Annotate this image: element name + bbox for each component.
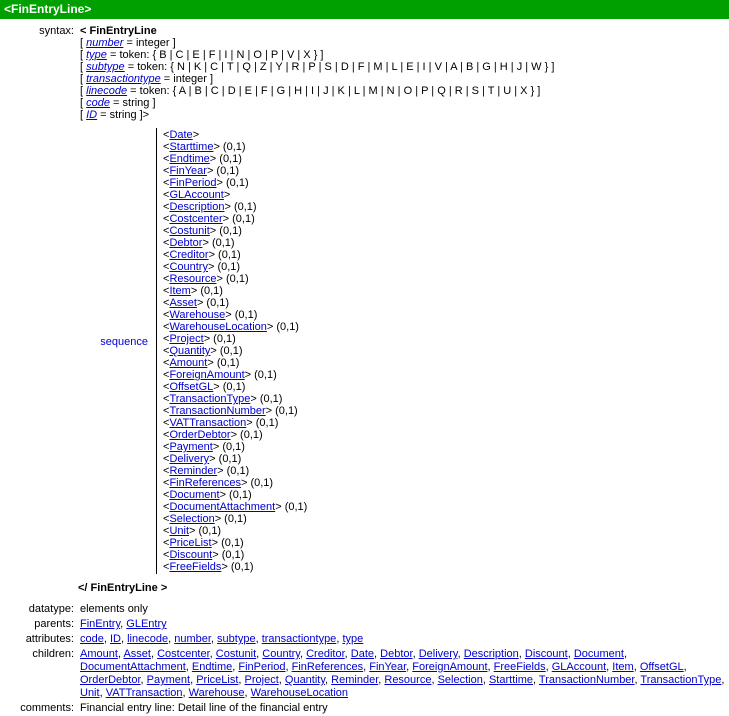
element-link-discount[interactable]: Discount	[169, 549, 213, 561]
child-link-warehouse[interactable]: Warehouse	[188, 687, 245, 699]
element-link-vattransaction[interactable]: VATTransaction	[169, 417, 247, 429]
separator: ,	[238, 674, 245, 686]
parent-link-glentry[interactable]: GLEntry	[126, 618, 167, 630]
page-title: <FinEntryLine>	[0, 0, 729, 19]
sequence-item: <Payment> (0,1)	[163, 441, 245, 453]
comments-label: comments:	[20, 702, 74, 714]
separator: ,	[431, 674, 438, 686]
separator: ,	[278, 674, 285, 686]
sequence-label: sequence	[100, 336, 148, 348]
child-link-transactionnumber[interactable]: TransactionNumber	[538, 674, 635, 686]
element-link-reminder[interactable]: Reminder	[169, 465, 218, 477]
sequence-item: <Unit> (0,1)	[163, 525, 222, 537]
separator: ,	[378, 674, 385, 686]
sequence-item: <OffsetGL> (0,1)	[163, 381, 246, 393]
attribute-link-transactiontype[interactable]: transactiontype	[86, 73, 161, 85]
child-link-glaccount[interactable]: GLAccount	[551, 661, 607, 673]
separator: ,	[721, 674, 725, 686]
element-link-date[interactable]: Date	[169, 129, 193, 141]
element-link-warehouse[interactable]: Warehouse	[169, 309, 226, 321]
attributes-row	[0, 632, 729, 647]
separator: ,	[532, 674, 539, 686]
separator: ,	[209, 648, 216, 660]
sequence-item: <ForeignAmount> (0,1)	[163, 369, 277, 381]
element-link-orderdebtor[interactable]: OrderDebtor	[169, 429, 231, 441]
separator: ,	[185, 661, 192, 673]
separator: ,	[140, 674, 147, 686]
comments-value: Financial entry line: Detail line of the financial entry	[80, 702, 328, 714]
syntax-label: syntax:	[39, 25, 74, 37]
child-link-item[interactable]: Item	[612, 661, 634, 673]
sequence-item: <VATTransaction> (0,1)	[163, 417, 279, 429]
element-link-unit[interactable]: Unit	[169, 525, 189, 537]
separator: ,	[150, 648, 158, 660]
attribute-link-id[interactable]: ID	[109, 633, 121, 645]
attributes-value	[80, 633, 729, 646]
child-link-quantity[interactable]: Quantity	[284, 674, 326, 686]
element-link-description[interactable]: Description	[169, 201, 225, 213]
element-link-debtor[interactable]: Debtor	[169, 237, 203, 249]
separator: ,	[363, 661, 370, 673]
sequence-item: <PriceList> (0,1)	[163, 537, 244, 549]
separator: ,	[336, 633, 343, 645]
element-link-project[interactable]: Project	[169, 333, 204, 345]
sequence-item: <Delivery> (0,1)	[163, 453, 242, 465]
separator: ,	[545, 661, 552, 673]
separator: ,	[634, 674, 641, 686]
child-link-freefields[interactable]: FreeFields	[493, 661, 546, 673]
syntax-attribute-line: [ code = string ]	[80, 97, 156, 109]
attribute-link-code[interactable]: code	[80, 633, 104, 645]
child-link-discount[interactable]: Discount	[524, 648, 568, 660]
child-link-finreferences[interactable]: FinReferences	[291, 661, 364, 673]
sequence-item: <Country> (0,1)	[163, 261, 241, 273]
child-link-documentattachment[interactable]: DocumentAttachment	[80, 661, 186, 673]
element-link-pricelist[interactable]: PriceList	[169, 537, 212, 549]
element-link-endtime[interactable]: Endtime	[169, 153, 210, 165]
separator: ,	[606, 661, 613, 673]
syntax-attribute-line: [ ID = string ]>	[80, 109, 150, 121]
datatype-value: elements only	[80, 603, 148, 615]
separator: ,	[623, 648, 628, 660]
sequence-item: <Warehouse> (0,1)	[163, 309, 258, 321]
syntax-attribute-line: [ linecode = token: { A | B | C | D | E | F | G | H | I | J | K | L | M | N | O | P | Q | R | S | T | U | X } ]	[80, 85, 541, 97]
sequence-label-col	[0, 128, 156, 574]
element-link-selection[interactable]: Selection	[169, 513, 215, 525]
sequence-item: <FreeFields> (0,1)	[163, 561, 254, 573]
attribute-link-subtype[interactable]: subtype	[86, 61, 125, 73]
sequence-item: <Quantity> (0,1)	[163, 345, 243, 357]
child-link-costunit[interactable]: Costunit	[215, 648, 257, 660]
attribute-link-type[interactable]: type	[342, 633, 364, 645]
child-link-document[interactable]: Document	[573, 648, 624, 660]
sequence-block	[0, 128, 729, 574]
separator: ,	[406, 661, 413, 673]
child-link-delivery[interactable]: Delivery	[418, 648, 458, 660]
sequence-item: <FinPeriod> (0,1)	[163, 177, 249, 189]
element-link-payment[interactable]: Payment	[169, 441, 213, 453]
separator: ,	[255, 633, 262, 645]
separator: ,	[168, 633, 175, 645]
child-link-finperiod[interactable]: FinPeriod	[238, 661, 286, 673]
sequence-item: <Date>	[163, 129, 200, 141]
attribute-link-linecode[interactable]: linecode	[127, 633, 169, 645]
sequence-item: <WarehouseLocation> (0,1)	[163, 321, 299, 333]
element-link-freefields[interactable]: FreeFields	[169, 561, 222, 573]
element-link-warehouselocation[interactable]: WarehouseLocation	[169, 321, 267, 333]
separator: ,	[99, 687, 106, 699]
attribute-link-number[interactable]: number	[86, 37, 124, 49]
element-link-finreferences[interactable]: FinReferences	[169, 477, 241, 489]
parent-link-finentry[interactable]: FinEntry	[80, 618, 121, 630]
syntax-attribute-line: [ transactiontype = integer ]	[80, 73, 214, 85]
children-value	[80, 648, 729, 700]
child-link-resource[interactable]: Resource	[384, 674, 432, 686]
sequence-item: <Starttime> (0,1)	[163, 141, 246, 153]
separator: ,	[285, 661, 292, 673]
datatype-row	[0, 602, 729, 617]
children-row	[0, 647, 729, 701]
syntax-attribute-line: [ number = integer ]	[80, 37, 176, 49]
child-link-transactiontype[interactable]: TransactionType	[640, 674, 722, 686]
element-link-asset[interactable]: Asset	[169, 297, 197, 309]
element-link-foreignamount[interactable]: ForeignAmount	[169, 369, 245, 381]
child-link-payment[interactable]: Payment	[146, 674, 191, 686]
child-link-country[interactable]: Country	[262, 648, 300, 660]
sequence-item: <Asset> (0,1)	[163, 297, 230, 309]
syntax-close-tag: </ FinEntryLine >	[78, 582, 168, 594]
syntax-attribute-lines	[80, 37, 729, 121]
separator: ,	[482, 674, 489, 686]
separator: ,	[344, 648, 351, 660]
element-link-creditor[interactable]: Creditor	[169, 249, 209, 261]
sequence-item: <Debtor> (0,1)	[163, 237, 235, 249]
separator: ,	[120, 618, 127, 630]
sequence-item: <Project> (0,1)	[163, 333, 236, 345]
element-link-delivery[interactable]: Delivery	[169, 453, 210, 465]
element-link-starttime[interactable]: Starttime	[169, 141, 214, 153]
separator: ,	[103, 633, 110, 645]
child-link-offsetgl[interactable]: OffsetGL	[639, 661, 684, 673]
syntax-attribute-line: [ subtype = token: { N | K | C | T | Q | Z | Y | R | P | S | D | F | M | L | E | I | V | A | B | G | H | J | W } ]	[80, 61, 555, 73]
child-link-endtime[interactable]: Endtime	[191, 661, 233, 673]
sequence-item: <Reminder> (0,1)	[163, 465, 250, 477]
child-link-costcenter[interactable]: Costcenter	[157, 648, 210, 660]
separator: ,	[117, 648, 124, 660]
sequence-item: <Endtime> (0,1)	[163, 153, 242, 165]
attribute-link-linecode[interactable]: linecode	[86, 85, 128, 97]
element-link-quantity[interactable]: Quantity	[169, 345, 211, 357]
separator: ,	[633, 661, 640, 673]
sequence-item: <Costunit> (0,1)	[163, 225, 242, 237]
sequence-item: <TransactionType> (0,1)	[163, 393, 283, 405]
element-link-document[interactable]: Document	[169, 489, 220, 501]
attribute-link-id[interactable]: ID	[86, 109, 98, 121]
child-link-selection[interactable]: Selection	[437, 674, 483, 686]
sequence-item: <Costcenter> (0,1)	[163, 213, 255, 225]
child-link-warehouselocation[interactable]: WarehouseLocation	[250, 687, 349, 699]
attribute-link-type[interactable]: type	[86, 49, 107, 61]
child-link-project[interactable]: Project	[244, 674, 279, 686]
syntax-body	[80, 25, 729, 121]
child-link-unit[interactable]: Unit	[80, 687, 100, 699]
element-link-finperiod[interactable]: FinPeriod	[169, 177, 217, 189]
child-link-starttime[interactable]: Starttime	[488, 674, 533, 686]
info-section	[0, 600, 729, 716]
sequence-item: <Selection> (0,1)	[163, 513, 247, 525]
child-link-debtor[interactable]: Debtor	[380, 648, 413, 660]
attribute-link-subtype[interactable]: subtype	[217, 633, 256, 645]
separator: ,	[182, 687, 189, 699]
child-link-description[interactable]: Description	[463, 648, 519, 660]
sequence-item: <FinYear> (0,1)	[163, 165, 240, 177]
element-link-resource[interactable]: Resource	[169, 273, 217, 285]
child-link-reminder[interactable]: Reminder	[331, 674, 379, 686]
sequence-item: <DocumentAttachment> (0,1)	[163, 501, 308, 513]
separator: ,	[412, 648, 419, 660]
element-link-glaccount[interactable]: GLAccount	[169, 189, 224, 201]
element-link-amount[interactable]: Amount	[169, 357, 208, 369]
sequence-item: <Resource> (0,1)	[163, 273, 249, 285]
child-link-foreignamount[interactable]: ForeignAmount	[412, 661, 488, 673]
datatype-label: datatype:	[28, 603, 74, 615]
separator: ,	[487, 661, 494, 673]
element-link-country[interactable]: Country	[169, 261, 208, 273]
children-label: children:	[32, 648, 74, 660]
sequence-item: <FinReferences> (0,1)	[163, 477, 274, 489]
syntax-open-tag	[80, 25, 729, 37]
separator: ,	[120, 633, 128, 645]
comments-row	[0, 701, 729, 716]
element-link-transactionnumber[interactable]: TransactionNumber	[169, 405, 266, 417]
attributes-label: attributes:	[25, 633, 74, 645]
element-link-costcenter[interactable]: Costcenter	[169, 213, 223, 225]
element-link-documentattachment[interactable]: DocumentAttachment	[169, 501, 276, 513]
element-link-costunit[interactable]: Costunit	[169, 225, 210, 237]
sequence-item: <Item> (0,1)	[163, 285, 223, 297]
element-link-finyear[interactable]: FinYear	[169, 165, 207, 177]
separator: ,	[256, 648, 263, 660]
parents-label: parents:	[34, 618, 74, 630]
separator: ,	[374, 648, 381, 660]
separator: ,	[210, 633, 218, 645]
sequence-item: <Description> (0,1)	[163, 201, 257, 213]
separator: ,	[244, 687, 251, 699]
element-link-offsetgl[interactable]: OffsetGL	[169, 381, 214, 393]
sequence-items	[156, 128, 307, 574]
child-link-finyear[interactable]: FinYear	[369, 661, 407, 673]
parents-value	[80, 618, 729, 631]
separator: ,	[190, 674, 197, 686]
child-link-creditor[interactable]: Creditor	[306, 648, 345, 660]
separator: ,	[518, 648, 525, 660]
sequence-item: <OrderDebtor> (0,1)	[163, 429, 263, 441]
child-link-orderdebtor[interactable]: OrderDebtor	[80, 674, 141, 686]
child-link-asset[interactable]: Asset	[123, 648, 151, 660]
sequence-item: <TransactionNumber> (0,1)	[163, 405, 298, 417]
sequence-item: <Amount> (0,1)	[163, 357, 240, 369]
separator: ,	[683, 661, 687, 673]
sequence-item: <Creditor> (0,1)	[163, 249, 241, 261]
separator: ,	[325, 674, 332, 686]
sequence-item: <Discount> (0,1)	[163, 549, 245, 561]
child-link-pricelist[interactable]: PriceList	[196, 674, 239, 686]
child-link-vattransaction[interactable]: VATTransaction	[105, 687, 183, 699]
separator: ,	[299, 648, 307, 660]
attribute-link-transactiontype[interactable]: transactiontype	[261, 633, 337, 645]
attribute-link-number[interactable]: number	[174, 633, 211, 645]
attribute-link-code[interactable]: code	[86, 97, 110, 109]
syntax-attribute-line: [ type = token: { B | C | E | F | I | N | O | P | V | X } ]	[80, 49, 324, 61]
child-link-date[interactable]: Date	[350, 648, 375, 660]
sequence-item: <GLAccount>	[163, 189, 231, 201]
parents-row	[0, 617, 729, 632]
sequence-item: <Document> (0,1)	[163, 489, 252, 501]
separator: ,	[232, 661, 239, 673]
child-link-amount[interactable]: Amount	[80, 648, 118, 660]
separator: ,	[457, 648, 464, 660]
element-link-item[interactable]: Item	[169, 285, 191, 297]
open-tag-text: < FinEntryLine	[80, 25, 157, 37]
separator: ,	[567, 648, 574, 660]
syntax-section	[0, 19, 729, 600]
element-link-transactiontype[interactable]: TransactionType	[169, 393, 251, 405]
